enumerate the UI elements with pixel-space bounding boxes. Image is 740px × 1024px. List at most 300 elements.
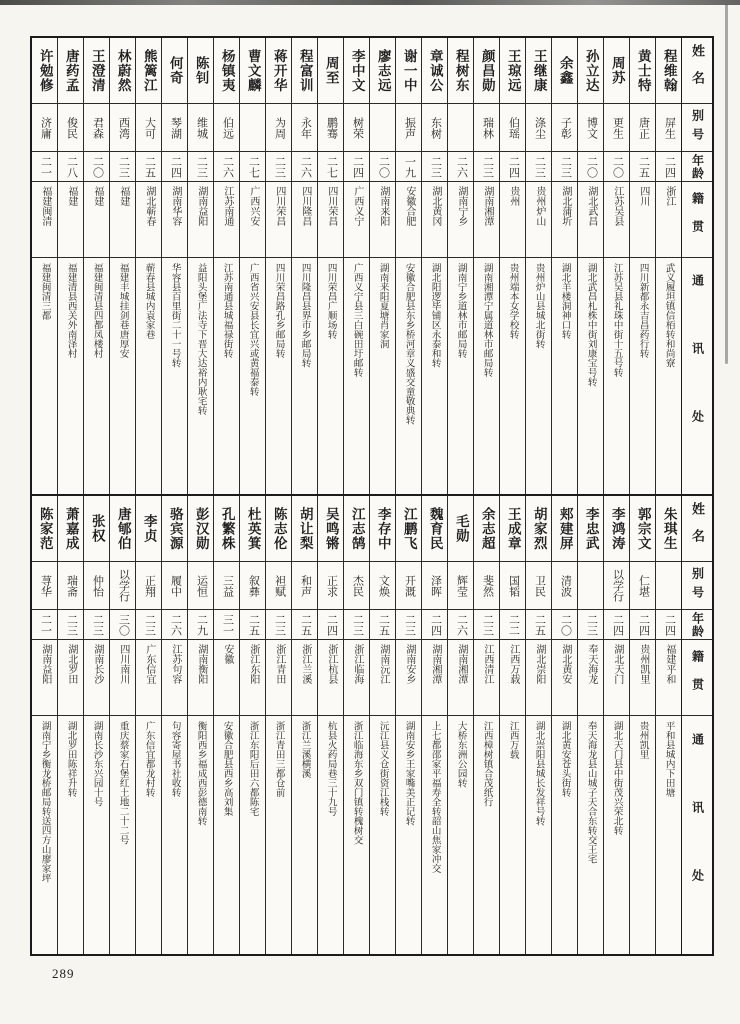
entry-address-cell bbox=[500, 258, 525, 494]
entry-name-cell bbox=[84, 496, 109, 562]
person-column bbox=[525, 496, 551, 954]
entry-age-cell bbox=[552, 610, 577, 640]
entry-age-cell bbox=[292, 610, 317, 640]
entry-address-cell bbox=[344, 258, 369, 494]
entry-age-cell bbox=[448, 610, 473, 640]
header-label-age-cell bbox=[682, 610, 712, 640]
entry-native-place-cell bbox=[656, 182, 681, 258]
entry-native-place: 福建 bbox=[117, 186, 129, 206]
entry-alias: 正翔 bbox=[143, 574, 156, 597]
entry-address: 四川荣昌广顺场转 bbox=[325, 263, 336, 339]
entry-name: 王成章 bbox=[505, 506, 521, 551]
entry-name: 李鸿涛 bbox=[609, 506, 625, 551]
entry-alias: 永年 bbox=[299, 116, 312, 139]
entry-native-place-cell bbox=[552, 182, 577, 258]
entry-age: 三一 bbox=[221, 613, 234, 636]
entry-native-place: 湖北黄冈 bbox=[429, 186, 441, 226]
entry-name: 蒋开华 bbox=[271, 48, 287, 93]
entry-address: 武义履坦镇信栢转和尚寮 bbox=[663, 263, 674, 368]
entry-age-cell bbox=[110, 152, 135, 182]
entry-alias: 唐正 bbox=[637, 116, 650, 139]
entry-native-place: 湖北崇阳 bbox=[533, 644, 545, 684]
entry-native-place-cell bbox=[448, 640, 473, 716]
person-column bbox=[83, 496, 109, 954]
entry-age-cell bbox=[630, 152, 655, 182]
entry-alias: 济庸 bbox=[39, 116, 52, 139]
entry-address-cell bbox=[552, 716, 577, 954]
entry-age-cell bbox=[370, 610, 395, 640]
entry-address-cell bbox=[630, 258, 655, 494]
entry-name: 江鹏飞 bbox=[401, 506, 417, 551]
entry-native-place: 湖南益阳 bbox=[195, 186, 207, 226]
entry-alias-cell bbox=[214, 562, 239, 610]
entry-age: 二六 bbox=[221, 155, 234, 178]
entry-age-cell bbox=[422, 152, 447, 182]
entry-alias: 履中 bbox=[169, 574, 182, 597]
entry-native-place-cell bbox=[136, 640, 161, 716]
entry-address: 福建丰城挂剑巷唐厚安 bbox=[117, 263, 128, 358]
entry-address: 浙江青田三都仓前 bbox=[273, 721, 284, 797]
entry-name-cell bbox=[604, 496, 629, 562]
entry-name-cell bbox=[422, 496, 447, 562]
entry-alias-cell bbox=[214, 104, 239, 152]
entry-alias-cell bbox=[162, 104, 187, 152]
entry-age: 二〇 bbox=[559, 613, 572, 636]
entry-alias: 三益 bbox=[221, 574, 234, 597]
entry-name-cell bbox=[448, 38, 473, 104]
scan-edge-top bbox=[0, 0, 740, 5]
entry-name-cell bbox=[656, 496, 681, 562]
entry-native-place-cell bbox=[578, 640, 603, 716]
person-column bbox=[395, 38, 421, 494]
header-label-native-cell bbox=[682, 640, 712, 716]
entry-alias: 辉莹 bbox=[455, 574, 468, 597]
entry-address: 贵州凯里 bbox=[637, 721, 648, 759]
entry-address: 江苏吴县礼珠中街十五号转 bbox=[611, 263, 622, 377]
person-column bbox=[577, 38, 603, 494]
entry-address-cell bbox=[266, 716, 291, 954]
person-column bbox=[32, 496, 57, 954]
header-label-native: 籍贯 bbox=[690, 191, 705, 248]
entry-alias-cell bbox=[370, 562, 395, 610]
entry-name: 胡家烈 bbox=[531, 506, 547, 551]
entry-name: 熊篱江 bbox=[141, 48, 157, 93]
entry-native-place-cell bbox=[526, 182, 551, 258]
entry-native-place: 江苏吴县 bbox=[611, 186, 623, 226]
entry-alias-cell bbox=[240, 104, 265, 152]
entry-address: 湖北阳逻毕铺区永泰和转 bbox=[429, 263, 440, 368]
person-column bbox=[57, 38, 83, 494]
entry-age: 二五 bbox=[299, 613, 312, 636]
entry-alias: 伯瑶 bbox=[507, 116, 520, 139]
entry-native-place: 浙江临海 bbox=[351, 644, 363, 684]
entry-name-cell bbox=[292, 38, 317, 104]
entry-native-place-cell bbox=[422, 182, 447, 258]
entry-address: 广西义宁县三白碗田圩邮转 bbox=[351, 263, 362, 377]
entry-alias-cell bbox=[422, 562, 447, 610]
entry-native-place: 四川 bbox=[637, 186, 649, 206]
entry-name-cell bbox=[214, 38, 239, 104]
entry-age-cell bbox=[162, 152, 187, 182]
entry-alias: 琴湖 bbox=[169, 116, 182, 139]
person-column bbox=[343, 38, 369, 494]
entry-address: 湖北羊楼洞神口转 bbox=[559, 263, 570, 339]
entry-alias-cell bbox=[474, 104, 499, 152]
entry-address: 湖南宁乡衡龙桥邮局转送四方山廖家坪 bbox=[39, 721, 50, 883]
entry-native-place-cell bbox=[266, 182, 291, 258]
entry-name: 颜昌勋 bbox=[479, 48, 495, 93]
entry-alias-cell bbox=[318, 104, 343, 152]
header-label-alias: 别号 bbox=[690, 108, 705, 147]
entry-address-cell bbox=[422, 258, 447, 494]
entry-age: 三〇 bbox=[117, 613, 130, 636]
entry-address: 湖北武昌札株中街刘康宝号转 bbox=[585, 263, 596, 387]
entry-name: 林蔚然 bbox=[115, 48, 131, 93]
entry-address-cell bbox=[136, 716, 161, 954]
entry-native-place-cell bbox=[292, 640, 317, 716]
entry-name: 黄士特 bbox=[635, 48, 651, 93]
entry-alias-cell bbox=[32, 104, 57, 152]
entry-age-cell bbox=[32, 152, 57, 182]
entry-address: 浙江临海东乡双门镇转槐树交 bbox=[351, 721, 362, 845]
entry-name: 廖志远 bbox=[375, 48, 391, 93]
person-column bbox=[265, 496, 291, 954]
entry-address-cell bbox=[474, 716, 499, 954]
entry-age: 二四 bbox=[507, 155, 520, 178]
entry-age: 二三 bbox=[533, 155, 546, 178]
entry-native-place: 广东信宜 bbox=[143, 644, 155, 684]
entry-address-cell bbox=[344, 716, 369, 954]
person-column bbox=[213, 38, 239, 494]
entry-address-cell bbox=[578, 258, 603, 494]
entry-age-cell bbox=[474, 610, 499, 640]
entry-name-cell bbox=[500, 38, 525, 104]
entry-native-place: 福建 bbox=[65, 186, 77, 206]
entry-name-cell bbox=[240, 38, 265, 104]
entry-native-place: 湖南湘潭 bbox=[429, 644, 441, 684]
entry-name: 朱琪生 bbox=[661, 506, 677, 551]
header-label-address: 通讯处 bbox=[690, 274, 705, 478]
person-column bbox=[187, 496, 213, 954]
person-column bbox=[187, 38, 213, 494]
entry-name-cell bbox=[630, 496, 655, 562]
entry-native-place: 湖南安乡 bbox=[403, 644, 415, 684]
entry-name-cell bbox=[474, 496, 499, 562]
entry-name: 郏建屏 bbox=[557, 506, 573, 551]
entry-address-cell bbox=[240, 716, 265, 954]
entry-alias: 运恒 bbox=[195, 574, 208, 597]
entry-address-cell bbox=[396, 716, 421, 954]
entry-address-cell bbox=[240, 258, 265, 494]
entry-age-cell bbox=[58, 610, 83, 640]
entry-native-place: 湖北武昌 bbox=[585, 186, 597, 226]
entry-native-place-cell bbox=[422, 640, 447, 716]
entry-age: 二三 bbox=[91, 613, 104, 636]
entry-name: 杨镇夷 bbox=[219, 48, 235, 93]
entry-alias-cell bbox=[318, 562, 343, 610]
entry-age: 二一 bbox=[39, 613, 52, 636]
entry-address-cell bbox=[292, 258, 317, 494]
entry-name-cell bbox=[214, 496, 239, 562]
person-column bbox=[32, 38, 57, 494]
entry-alias-cell bbox=[474, 562, 499, 610]
entry-age: 二六 bbox=[455, 613, 468, 636]
entry-alias-cell bbox=[552, 562, 577, 610]
entry-alias-cell bbox=[292, 104, 317, 152]
entry-age: 二五 bbox=[247, 613, 260, 636]
entry-native-place-cell bbox=[110, 182, 135, 258]
entry-native-place: 湖南益阳 bbox=[39, 644, 51, 684]
entry-name: 陈志伦 bbox=[271, 506, 287, 551]
entry-age: 二〇 bbox=[611, 155, 624, 178]
entry-address-cell bbox=[630, 716, 655, 954]
entry-address: 四川荣昌路孔乡邮局转 bbox=[273, 263, 284, 358]
entry-age-cell bbox=[84, 610, 109, 640]
entry-alias-cell bbox=[136, 104, 161, 152]
entry-native-place-cell bbox=[162, 182, 187, 258]
person-column bbox=[83, 38, 109, 494]
person-column bbox=[551, 38, 577, 494]
entry-age: 二三 bbox=[429, 155, 442, 178]
entry-name: 王澄清 bbox=[89, 48, 105, 93]
entry-name: 程树东 bbox=[453, 48, 469, 93]
entry-age-cell bbox=[162, 610, 187, 640]
entry-native-place: 浙江东阳 bbox=[247, 644, 259, 684]
entry-native-place: 江苏句容 bbox=[169, 644, 181, 684]
entry-address: 四川新都永吉昌药行转 bbox=[637, 263, 648, 358]
entry-name-cell bbox=[370, 38, 395, 104]
entry-address-cell bbox=[292, 716, 317, 954]
person-column bbox=[629, 38, 655, 494]
header-label-address: 通讯处 bbox=[690, 733, 705, 937]
entry-name: 郭宗文 bbox=[635, 506, 651, 551]
entry-address-cell bbox=[526, 716, 551, 954]
entry-age-cell bbox=[266, 610, 291, 640]
entry-native-place: 江苏南通 bbox=[221, 186, 233, 226]
entry-name: 唐郇伯 bbox=[115, 506, 131, 551]
entry-age-cell bbox=[422, 610, 447, 640]
entry-address-cell bbox=[500, 716, 525, 954]
entry-age: 二七 bbox=[247, 155, 260, 178]
entry-alias-cell bbox=[448, 562, 473, 610]
entry-native-place-cell bbox=[240, 182, 265, 258]
entry-native-place: 湖南长沙 bbox=[91, 644, 103, 684]
person-column bbox=[265, 38, 291, 494]
entry-alias: 涤尘 bbox=[533, 116, 546, 139]
entry-alias-cell bbox=[526, 562, 551, 610]
entry-alias: 叙彝 bbox=[247, 574, 260, 597]
person-column bbox=[317, 38, 343, 494]
entry-address-cell bbox=[58, 258, 83, 494]
entry-native-place: 湖北黄安 bbox=[559, 644, 571, 684]
entry-alias-cell bbox=[110, 562, 135, 610]
entry-address: 平和县城内下田塘 bbox=[663, 721, 674, 797]
entry-native-place: 广西兴安 bbox=[247, 186, 259, 226]
entry-name-cell bbox=[110, 496, 135, 562]
entry-name-cell bbox=[526, 38, 551, 104]
entry-address-cell bbox=[162, 716, 187, 954]
entry-native-place: 浙江青田 bbox=[273, 644, 285, 684]
entry-address-cell bbox=[58, 716, 83, 954]
person-column bbox=[213, 496, 239, 954]
entry-alias-cell bbox=[448, 104, 473, 152]
entry-address-cell bbox=[396, 258, 421, 494]
entry-name-cell bbox=[344, 38, 369, 104]
page-number: 289 bbox=[52, 966, 75, 981]
entry-age: 二七 bbox=[325, 155, 338, 178]
entry-address-cell bbox=[656, 258, 681, 494]
entry-alias: 仲怡 bbox=[91, 574, 104, 597]
entry-alias: 正求 bbox=[325, 574, 338, 597]
entry-address-cell bbox=[84, 716, 109, 954]
person-column bbox=[421, 38, 447, 494]
entry-age-cell bbox=[344, 610, 369, 640]
entry-address: 福建清县西关外南泽村 bbox=[65, 263, 76, 358]
person-column bbox=[317, 496, 343, 954]
entry-age: 二三 bbox=[117, 155, 130, 178]
entry-address: 浙江东阳后田六都陈宅 bbox=[247, 721, 258, 816]
entry-native-place: 福建平和 bbox=[663, 644, 675, 684]
entry-native-place-cell bbox=[474, 182, 499, 258]
entry-age-cell bbox=[214, 610, 239, 640]
entry-age-cell bbox=[526, 610, 551, 640]
entry-address: 重庆蔡家石堡红土地二十二号 bbox=[117, 721, 128, 845]
entry-address: 华容县百里街二十一号转 bbox=[169, 263, 180, 368]
entry-alias-cell bbox=[84, 562, 109, 610]
entry-alias: 博文 bbox=[585, 116, 598, 139]
entry-address: 福建闽清县四都凤楼村 bbox=[91, 263, 102, 358]
entry-native-place-cell bbox=[370, 182, 395, 258]
entry-alias-cell bbox=[500, 104, 525, 152]
person-column bbox=[109, 496, 135, 954]
entry-native-place-cell bbox=[604, 640, 629, 716]
entry-alias-cell bbox=[396, 562, 421, 610]
entry-name: 余志超 bbox=[479, 506, 495, 551]
entry-address: 句容寄屋书社收转 bbox=[169, 721, 180, 797]
entry-alias-cell bbox=[266, 104, 291, 152]
entry-address-cell bbox=[188, 716, 213, 954]
entry-native-place-cell bbox=[266, 640, 291, 716]
entry-native-place-cell bbox=[526, 640, 551, 716]
entry-alias: 以学行 bbox=[611, 569, 624, 602]
entry-native-place-cell bbox=[344, 182, 369, 258]
person-column bbox=[655, 38, 681, 494]
entry-name-cell bbox=[370, 496, 395, 562]
entry-name-cell bbox=[500, 496, 525, 562]
entry-address: 湖北罗田陈祥升转 bbox=[65, 721, 76, 797]
entry-alias: 瑞斋 bbox=[65, 574, 78, 597]
entry-name-cell bbox=[266, 496, 291, 562]
entry-alias: 东树 bbox=[429, 116, 442, 139]
entry-name-cell bbox=[162, 38, 187, 104]
entry-native-place: 四川隆昌 bbox=[299, 186, 311, 226]
entry-address-cell bbox=[32, 258, 57, 494]
header-label-age-cell bbox=[682, 152, 712, 182]
entry-name-cell bbox=[630, 38, 655, 104]
entry-native-place-cell bbox=[370, 640, 395, 716]
person-column bbox=[447, 38, 473, 494]
entry-alias-cell bbox=[240, 562, 265, 610]
entry-address: 沅江县义仓街资江栈转 bbox=[377, 721, 388, 816]
entry-name-cell bbox=[318, 38, 343, 104]
entry-age: 二三 bbox=[403, 613, 416, 636]
header-label-alias-cell bbox=[682, 562, 712, 610]
entry-address-cell bbox=[552, 258, 577, 494]
entry-address: 益阳头堡广法寺下晋大达裕内耿宅转 bbox=[195, 263, 206, 415]
person-column bbox=[369, 496, 395, 954]
header-label-name: 姓名 bbox=[690, 43, 706, 98]
entry-age-cell bbox=[318, 610, 343, 640]
entry-address-cell bbox=[448, 716, 473, 954]
header-label-address-cell bbox=[682, 716, 712, 954]
entry-name: 吴鸣锵 bbox=[323, 506, 339, 551]
entry-name: 章诚公 bbox=[427, 48, 443, 93]
header-label-name-cell bbox=[682, 38, 712, 104]
entry-alias: 振声 bbox=[403, 116, 416, 139]
entry-age: 二四 bbox=[663, 155, 676, 178]
entry-native-place: 安徽 bbox=[221, 644, 233, 664]
entry-age: 二六 bbox=[455, 155, 468, 178]
entry-address-cell bbox=[318, 258, 343, 494]
entry-name-cell bbox=[396, 496, 421, 562]
person-column bbox=[395, 496, 421, 954]
entry-native-place: 湖南湘潭 bbox=[481, 186, 493, 226]
entry-age: 二二 bbox=[507, 613, 520, 636]
entry-alias: 清波 bbox=[559, 574, 572, 597]
entry-age: 二六 bbox=[299, 155, 312, 178]
entry-native-place: 奉天海龙 bbox=[585, 644, 597, 684]
entry-alias-cell bbox=[630, 104, 655, 152]
entry-native-place-cell bbox=[162, 640, 187, 716]
entry-native-place: 江西清江 bbox=[481, 644, 493, 684]
entry-age: 二三 bbox=[195, 155, 208, 178]
entry-age: 二三 bbox=[559, 155, 572, 178]
entry-native-place-cell bbox=[32, 182, 57, 258]
entry-alias-cell bbox=[656, 104, 681, 152]
entry-age-cell bbox=[526, 152, 551, 182]
entry-native-place-cell bbox=[630, 182, 655, 258]
entry-address: 湖南安乡王家嘴美正记转 bbox=[403, 721, 414, 826]
entry-address-cell bbox=[266, 258, 291, 494]
entry-name-cell bbox=[344, 496, 369, 562]
entry-alias-cell bbox=[344, 562, 369, 610]
person-column bbox=[291, 38, 317, 494]
entry-address: 安徽合肥县西乡高刘集 bbox=[221, 721, 232, 816]
entry-native-place: 福建 bbox=[91, 186, 103, 206]
entry-alias-cell bbox=[110, 104, 135, 152]
person-column bbox=[551, 496, 577, 954]
entry-native-place-cell bbox=[604, 182, 629, 258]
entry-age: 二五 bbox=[377, 613, 390, 636]
entry-age: 二〇 bbox=[377, 155, 390, 178]
entry-age-cell bbox=[318, 152, 343, 182]
entry-native-place-cell bbox=[318, 640, 343, 716]
entry-address-cell bbox=[188, 258, 213, 494]
entry-alias: 开溉 bbox=[403, 574, 416, 597]
entry-native-place-cell bbox=[110, 640, 135, 716]
entry-age-cell bbox=[110, 610, 135, 640]
entry-alias: 卫民 bbox=[533, 574, 546, 597]
entry-alias-cell bbox=[32, 562, 57, 610]
entry-native-place-cell bbox=[188, 182, 213, 258]
entry-native-place-cell bbox=[58, 182, 83, 258]
entry-name: 程富训 bbox=[297, 48, 313, 93]
entry-alias: 西湾 bbox=[117, 116, 130, 139]
entry-native-place-cell bbox=[84, 182, 109, 258]
entry-native-place-cell bbox=[214, 640, 239, 716]
entry-address: 贵州炉山县城北街转 bbox=[533, 263, 544, 349]
entry-native-place: 湖南华容 bbox=[169, 186, 181, 226]
